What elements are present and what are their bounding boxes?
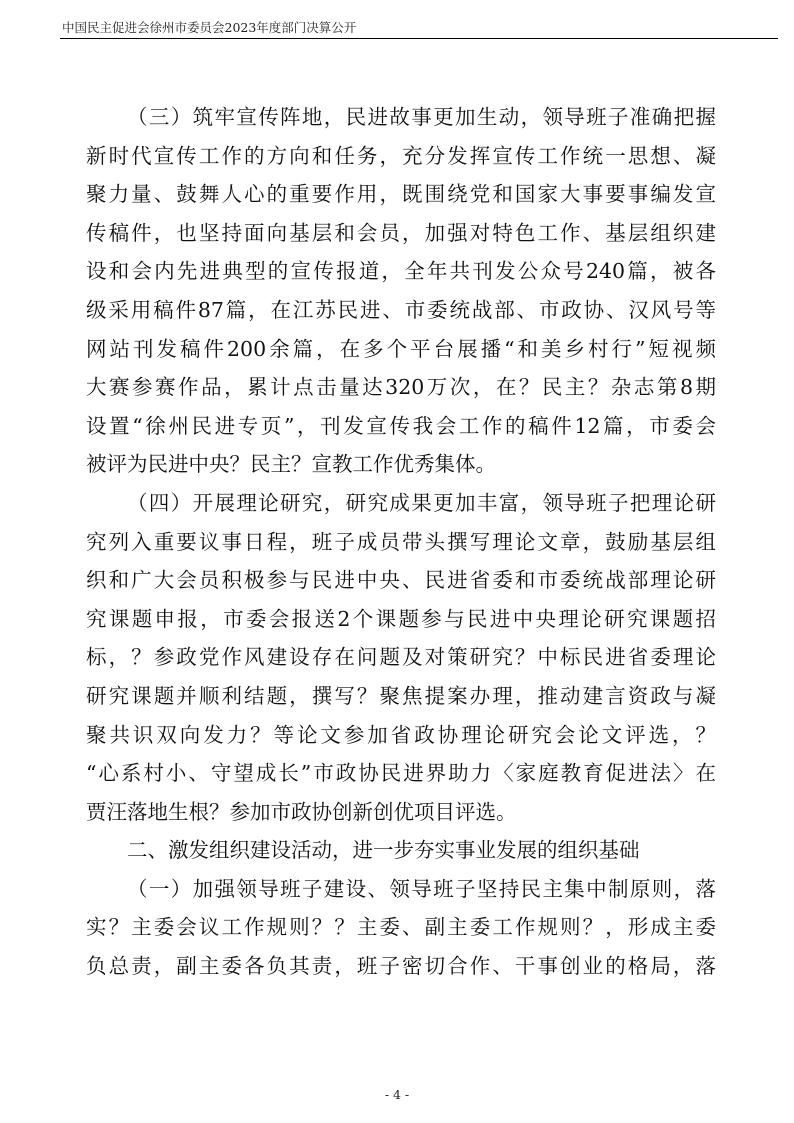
paragraph-line: 设和会内先进典型的宣传报道，全年共刊发公众号240篇，被各 xyxy=(86,259,716,284)
paragraph-line: 新时代宣传工作的方向和任务，充分发挥宣传工作统一思想、凝 xyxy=(86,143,716,168)
paragraph-line: 负总责，副主委各负其责，班子密切合作、干事创业的格局，落 xyxy=(86,954,716,979)
paragraph-line: 设置“徐州民进专页”，刊发宣传我会工作的稿件12篇，市委会 xyxy=(86,413,716,438)
paragraph-line: （一）加强领导班子建设、领导班子坚持民主集中制原则，落 xyxy=(127,876,716,901)
paragraph-line: 实？主委会议工作规则？？主委、副主委工作规则？，形成主委 xyxy=(86,915,716,940)
paragraph-line: 网站刊发稿件200余篇，在多个平台展播“和美乡村行”短视频 xyxy=(86,336,716,361)
paragraph-line: （四）开展理论研究，研究成果更加丰富，领导班子把理论研 xyxy=(127,490,716,515)
section-heading: 二、激发组织建设活动，进一步夯实事业发展的组织基础 xyxy=(127,838,640,863)
paragraph-line: 标，？参政党作风建设存在问题及对策研究？中标民进省委理论 xyxy=(86,645,716,670)
paragraph-line: 大赛参赛作品，累计点击量达320万次，在？民主？杂志第8期 xyxy=(86,375,716,400)
paragraph-line: 究列入重要议事日程，班子成员带头撰写理论文章，鼓励基层组 xyxy=(86,529,716,554)
page-number: - 4 - xyxy=(384,1087,410,1102)
header-divider xyxy=(60,38,778,39)
paragraph-line: “心系村小、守望成长”市政协民进界助力〈家庭教育促进法〉在 xyxy=(86,761,716,786)
paragraph-line: 织和广大会员积极参与民进中央、民进省委和市委统战部理论研 xyxy=(86,568,716,593)
paragraph-line: 研究课题并顺利结题，撰写？聚焦提案办理，推动建言资政与凝 xyxy=(86,683,716,708)
paragraph-line: 聚共识双向发力？等论文参加省政协理论研究会论文评选，？ xyxy=(86,722,716,747)
page-header-title: 中国民主促进会徐州市委员会2023年度部门决算公开 xyxy=(62,20,357,35)
paragraph-line: 被评为民进中央？民主？宣教工作优秀集体。 xyxy=(86,452,496,477)
paragraph-line: 究课题申报，市委会报送2个课题参与民进中央理论研究课题招 xyxy=(86,606,716,631)
document-body xyxy=(86,98,716,986)
paragraph-line: 聚力量、鼓舞人心的重要作用，既围绕党和国家大事要事编发宣 xyxy=(86,182,716,207)
paragraph-line: 贾汪落地生根？参加市政协创新创优项目评选。 xyxy=(86,799,517,824)
paragraph-line: （三）筑牢宣传阵地，民进故事更加生动，领导班子准确把握 xyxy=(127,105,716,129)
paragraph-line: 传稿件，也坚持面向基层和会员，加强对特色工作、基层组织建 xyxy=(86,220,716,245)
paragraph-line: 级采用稿件87篇，在江苏民进、市委统战部、市政协、汉风号等 xyxy=(86,297,716,322)
